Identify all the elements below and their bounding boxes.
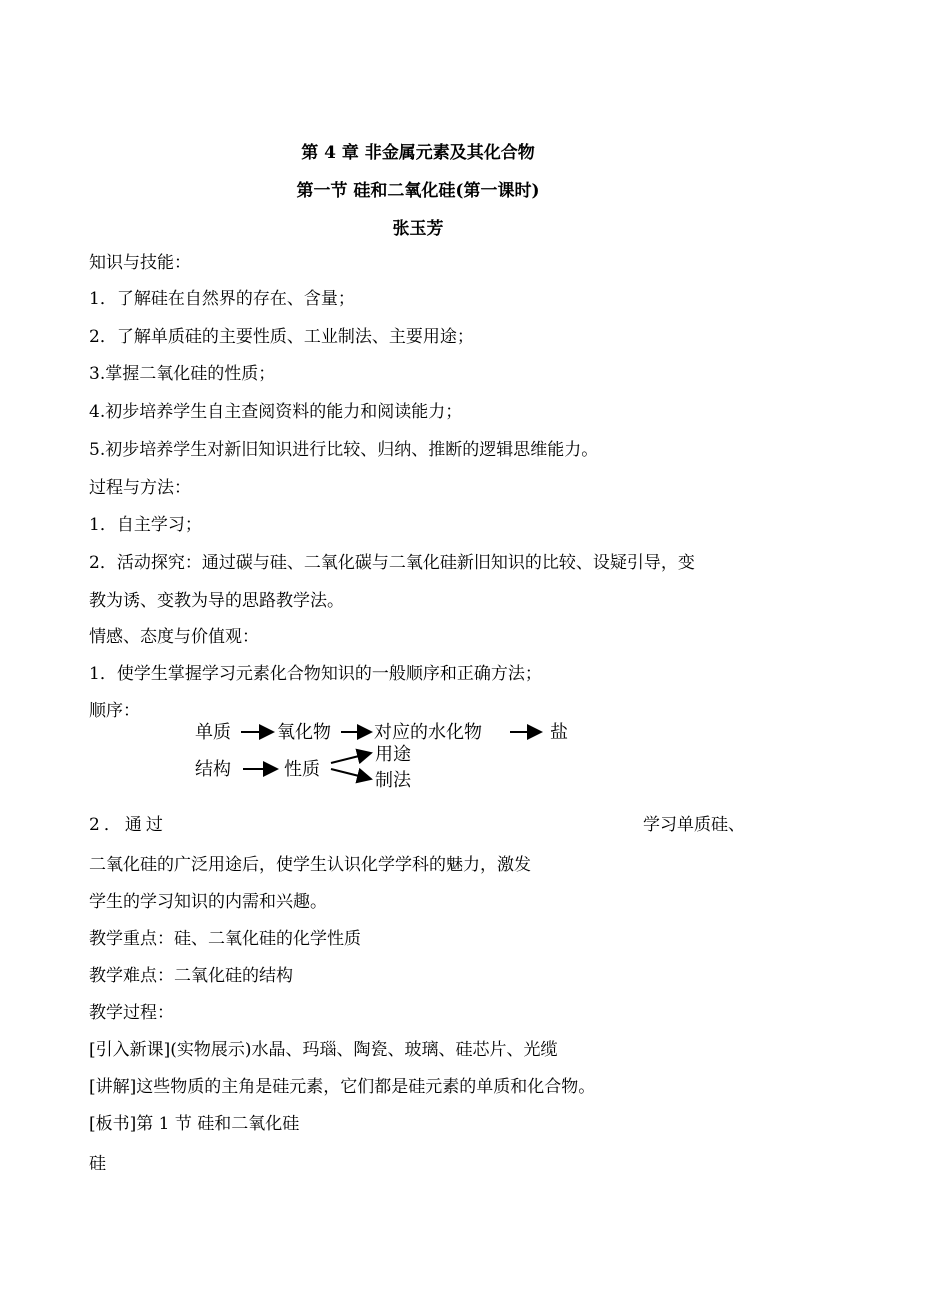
author-name: 张玉芳 bbox=[392, 219, 444, 239]
diagram-oxide: 氧化物 bbox=[277, 722, 331, 743]
emotion-item-2-right: 学习单质硅、 bbox=[643, 815, 745, 835]
process-item-2-cont: 教为诱、变教为导的思路教学法。 bbox=[89, 591, 344, 611]
emotion-heading: 情感、态度与价值观： bbox=[89, 627, 259, 647]
diagram-simple-substance: 单质 bbox=[195, 722, 231, 743]
step-board: [板书]第 1 节 硅和二氧化硅 bbox=[89, 1114, 300, 1134]
key-point: 教学重点：硅、二氧化硅的化学性质 bbox=[89, 929, 361, 949]
step-intro: [引入新课](实物展示)水晶、玛瑙、陶瓷、玻璃、硅芯片、光缆 bbox=[89, 1040, 558, 1060]
knowledge-item-3: 3.掌握二氧化硅的性质； bbox=[89, 364, 276, 384]
arrow-icon bbox=[331, 769, 371, 779]
emotion-item-2-cont1: 二氧化硅的广泛用途后，使学生认识化学学科的魅力，激发 bbox=[89, 855, 531, 875]
chapter-title: 第 4 章 非金属元素及其化合物 bbox=[301, 143, 535, 163]
process-item-1: 1．自主学习； bbox=[89, 515, 202, 535]
knowledge-item-5: 5.初步培养学生对新旧知识进行比较、归纳、推断的逻辑思维能力。 bbox=[89, 440, 599, 460]
difficulty: 教学难点：二氧化硅的结构 bbox=[89, 966, 293, 986]
emotion-item-1: 1．使学生掌握学习元素化合物知识的一般顺序和正确方法； bbox=[89, 664, 542, 684]
knowledge-heading: 知识与技能： bbox=[89, 253, 191, 273]
knowledge-item-2: 2．了解单质硅的主要性质、工业制法、主要用途； bbox=[89, 327, 474, 347]
emotion-item-2-cont2: 学生的学习知识的内需和兴趣。 bbox=[89, 892, 327, 912]
process-heading: 过程与方法： bbox=[89, 478, 191, 498]
emotion-item-2-start: 2．通过 bbox=[89, 815, 167, 835]
knowledge-item-1: 1．了解硅在自然界的存在、含量； bbox=[89, 289, 355, 309]
diagram-property: 性质 bbox=[284, 759, 320, 780]
order-label: 顺序： bbox=[89, 701, 140, 721]
teaching-process-heading: 教学过程： bbox=[89, 1003, 174, 1023]
step-silicon: 硅 bbox=[89, 1154, 106, 1174]
diagram-preparation: 制法 bbox=[375, 770, 411, 791]
diagram-hydrate: 对应的水化物 bbox=[374, 722, 482, 743]
diagram-salt: 盐 bbox=[550, 722, 568, 743]
knowledge-item-4: 4.初步培养学生自主查阅资料的能力和阅读能力； bbox=[89, 402, 463, 422]
step-explain: [讲解]这些物质的主角是硅元素，它们都是硅元素的单质和化合物。 bbox=[89, 1077, 596, 1097]
section-title: 第一节 硅和二氧化硅(第一课时) bbox=[296, 181, 540, 201]
diagram-structure: 结构 bbox=[195, 759, 231, 780]
process-item-2: 2．活动探究：通过碳与硅、二氧化碳与二氧化硅新旧知识的比较、设疑引导，变 bbox=[89, 553, 695, 573]
order-diagram bbox=[185, 715, 605, 795]
arrow-icon bbox=[331, 753, 371, 763]
diagram-use: 用途 bbox=[375, 744, 411, 765]
